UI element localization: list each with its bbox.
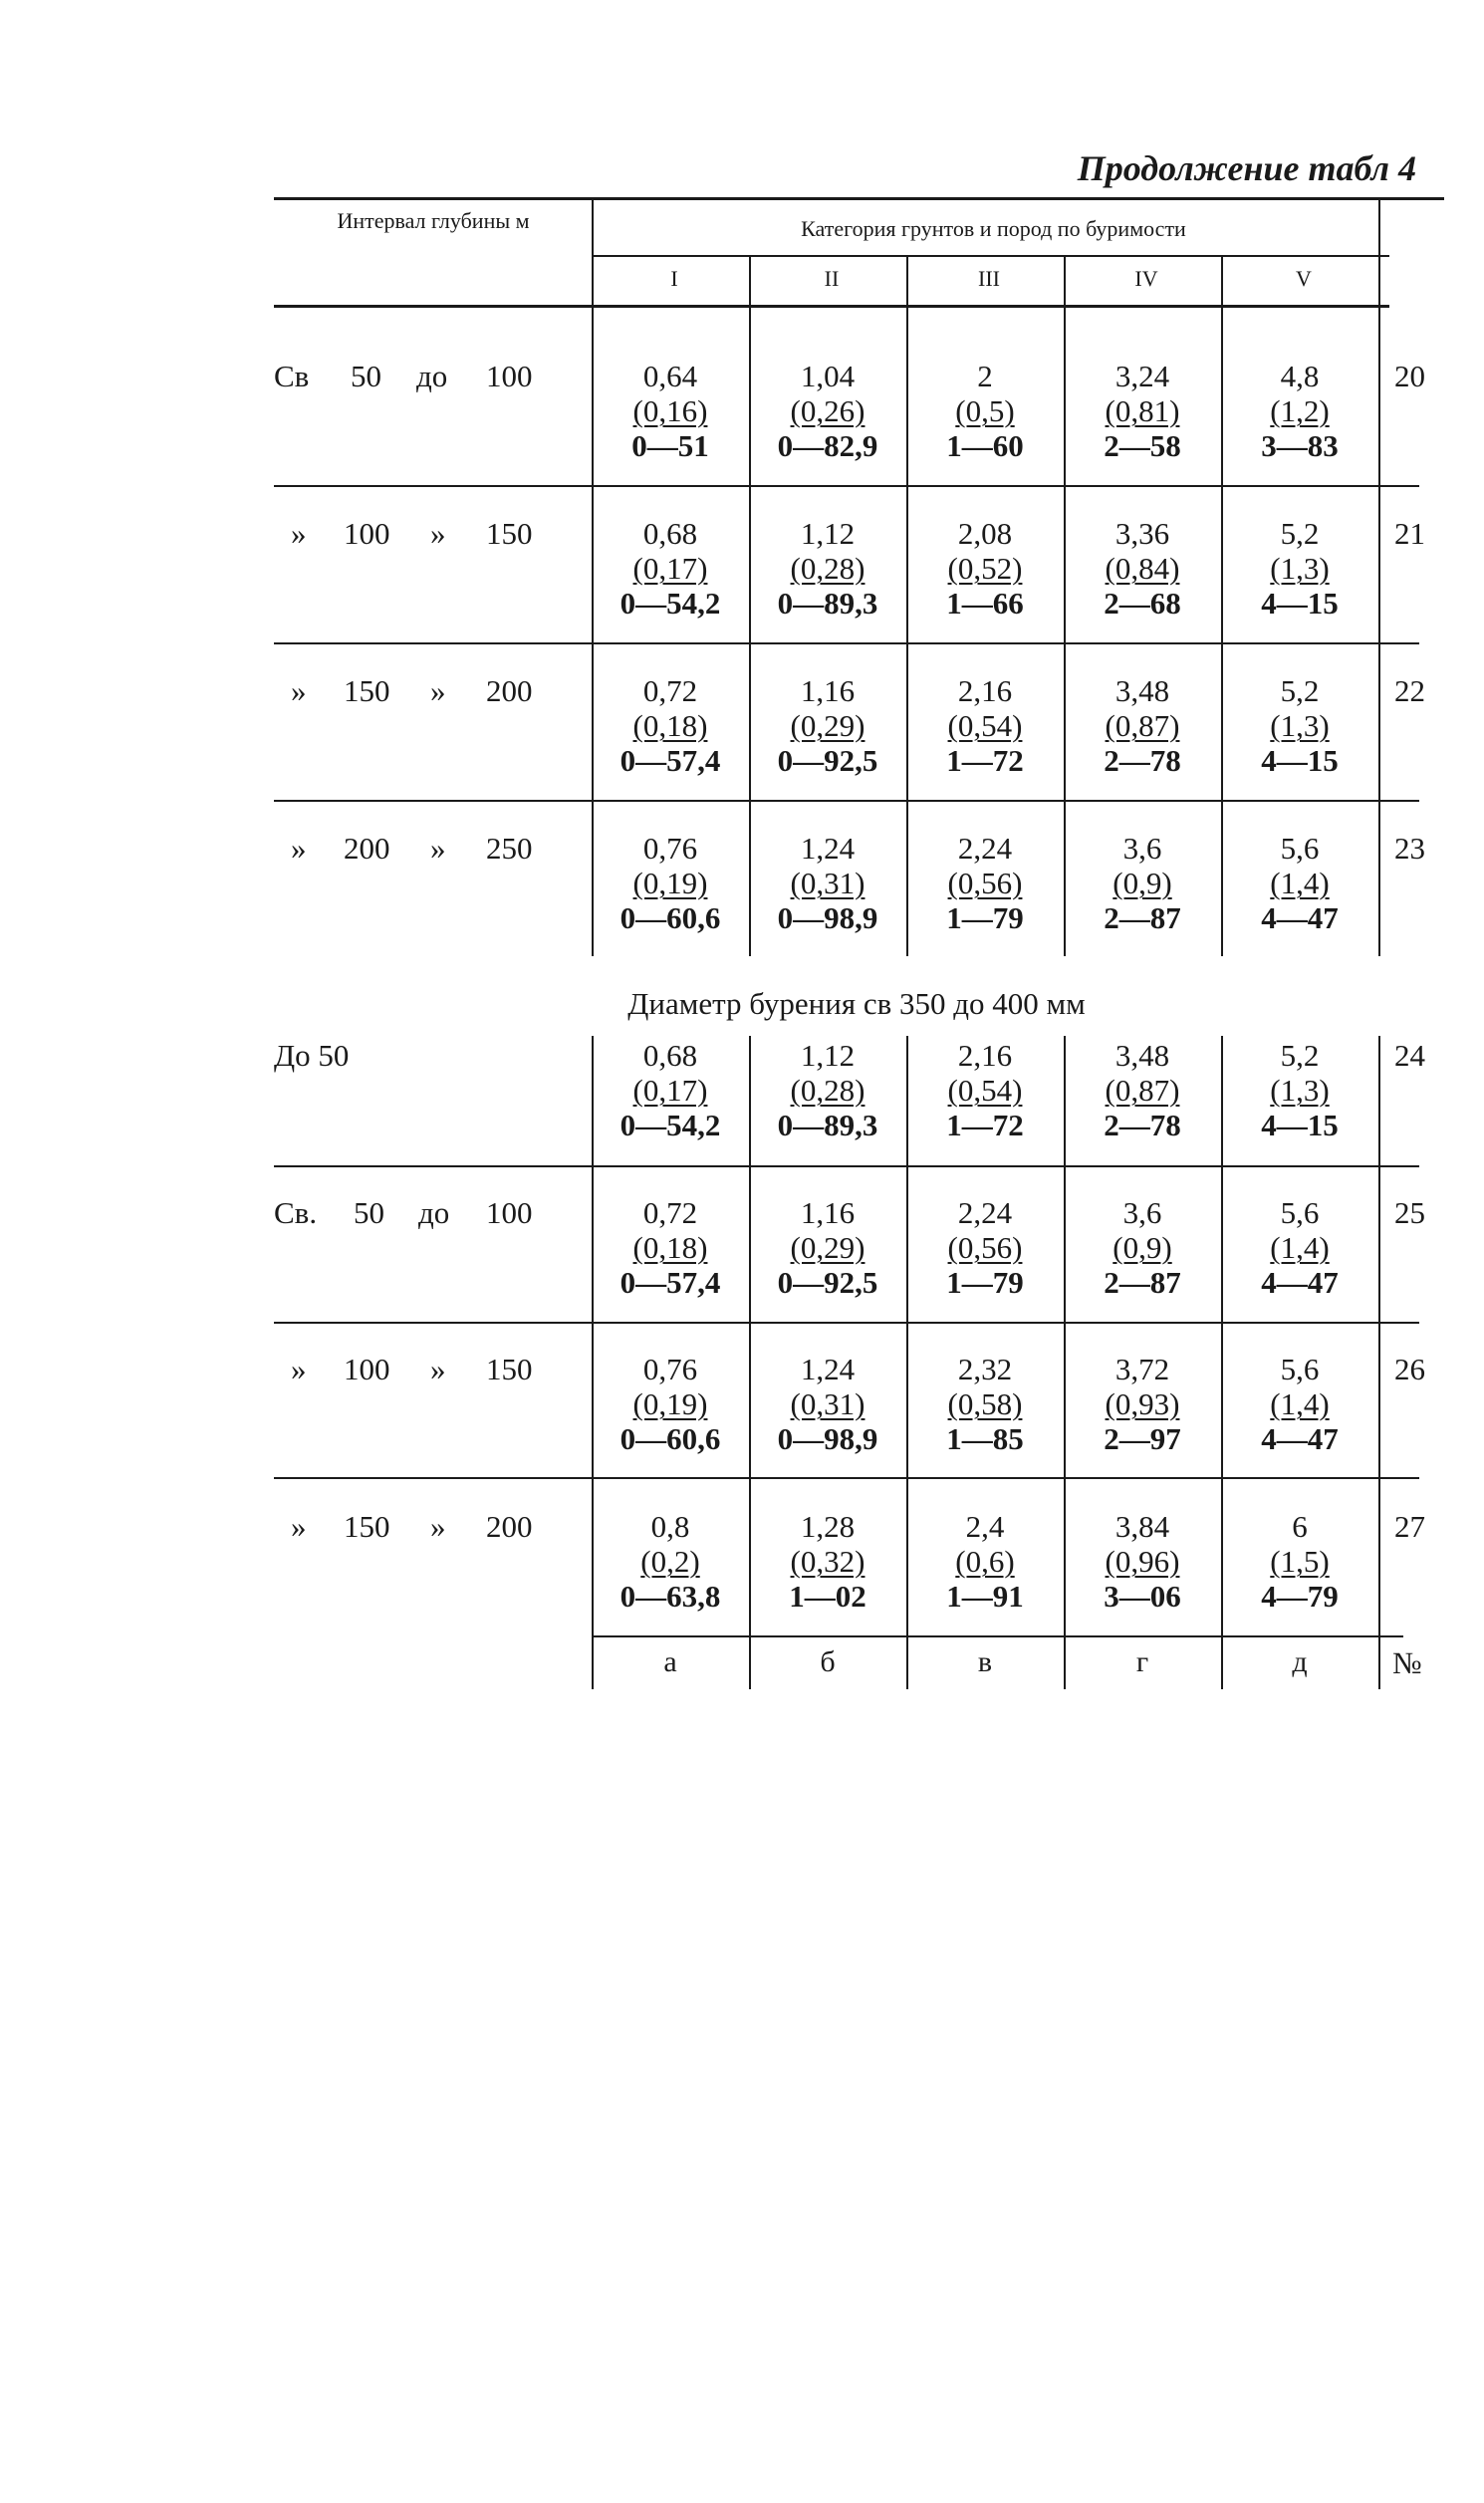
col-divider	[906, 255, 908, 956]
footer-letter: а	[663, 1645, 677, 1678]
row-number: 25	[1394, 1195, 1425, 1230]
table-cell: 5,6 (1,4) 4—47	[1261, 831, 1339, 935]
table-cell: 2,08 (0,52) 1—66	[946, 516, 1024, 621]
row-label-to: 100	[486, 1195, 533, 1230]
row-label-sv: »	[291, 831, 307, 866]
table-cell: 3,6 (0,9) 2—87	[1104, 1195, 1181, 1300]
row-number: 24	[1394, 1038, 1425, 1073]
table-cell: 5,6 (1,4) 4—47	[1261, 1352, 1339, 1456]
row-label-to: 150	[486, 1352, 533, 1386]
row-label-to-word: »	[430, 673, 446, 708]
row-rule	[274, 1477, 1419, 1479]
table-cell: 0,76 (0,19) 0—60,6	[619, 1352, 721, 1456]
row-label-to: 200	[486, 673, 533, 708]
footer-letter: б	[820, 1645, 836, 1678]
header-col-5: V	[1296, 266, 1312, 291]
row-label-sv: Св	[274, 359, 310, 393]
table-cell: 1,28 (0,32) 1—02	[789, 1509, 866, 1614]
table-cell: 1,12 (0,28) 0—89,3	[777, 516, 878, 621]
row-label-to-word: »	[430, 1352, 446, 1386]
footer-letter: д	[1292, 1645, 1308, 1678]
row-label-from: 100	[344, 516, 390, 551]
page-title: Продолжение табл 4	[1077, 148, 1416, 188]
table-cell: 3,48 (0,87) 2—78	[1104, 673, 1181, 778]
table-cell: 1,16 (0,29) 0—92,5	[777, 1195, 878, 1300]
row-label-sv: До 50	[274, 1038, 350, 1073]
table-cell: 0,68 (0,17) 0—54,2	[619, 516, 721, 621]
footer-letter: г	[1135, 1645, 1149, 1678]
col-divider	[1378, 1036, 1380, 1689]
col-divider	[1378, 197, 1380, 956]
header-col-2: II	[824, 266, 840, 291]
header-category: Категория грунтов и пород по буримости	[801, 216, 1186, 241]
row-number: 21	[1394, 516, 1425, 551]
row-label-to: 250	[486, 831, 533, 866]
table-cell: 2,24 (0,56) 1—79	[946, 1195, 1024, 1300]
table-cell: 3,6 (0,9) 2—87	[1104, 831, 1181, 935]
table-cell: 2,24 (0,56) 1—79	[946, 831, 1024, 935]
table-cell: 0,64 (0,16) 0—51	[631, 359, 709, 463]
table-cell: 1,24 (0,31) 0—98,9	[777, 1352, 878, 1456]
table-cell: 5,6 (1,4) 4—47	[1261, 1195, 1339, 1300]
col-divider	[749, 1036, 751, 1689]
footer-rule	[592, 1635, 1403, 1637]
row-label-sv: »	[291, 1509, 307, 1544]
row-label-to-word: до	[418, 1195, 450, 1230]
row-number: 22	[1394, 673, 1425, 708]
row-label-sv: »	[291, 673, 307, 708]
table-cell: 3,72 (0,93) 2—97	[1104, 1352, 1181, 1456]
header-col-3: III	[978, 266, 1000, 291]
row-label-from: 150	[344, 1509, 390, 1544]
row-label-to: 100	[486, 359, 533, 393]
table-cell: 1,24 (0,31) 0—98,9	[777, 831, 878, 935]
table-cell: 5,2 (1,3) 4—15	[1261, 516, 1339, 621]
col-divider	[1221, 255, 1223, 956]
row-rule	[274, 1165, 1419, 1167]
col-divider	[592, 197, 594, 956]
table-cell: 0,8 (0,2) 0—63,8	[619, 1509, 721, 1614]
table-cell: 5,2 (1,3) 4—15	[1261, 1038, 1339, 1142]
header-col-4: IV	[1134, 266, 1158, 291]
row-label-from: 50	[354, 1195, 384, 1230]
header-col-1: I	[670, 266, 678, 291]
table-cell: 5,2 (1,3) 4—15	[1261, 673, 1339, 778]
table-cell: 6 (1,5) 4—79	[1261, 1509, 1339, 1614]
row-label-from: 50	[351, 359, 381, 393]
table-cell: 2 (0,5) 1—60	[946, 359, 1024, 463]
col-divider	[1221, 1036, 1223, 1689]
row-label-from: 100	[344, 1352, 390, 1386]
table-cell: 3,36 (0,84) 2—68	[1104, 516, 1181, 621]
table-cell: 0,72 (0,18) 0—57,4	[619, 673, 721, 778]
footer-letter: в	[977, 1645, 993, 1678]
row-number: 23	[1394, 831, 1425, 866]
table-cell: 0,76 (0,19) 0—60,6	[619, 831, 721, 935]
row-label-from: 200	[344, 831, 390, 866]
table-cell: 1,16 (0,29) 0—92,5	[777, 673, 878, 778]
footer-number-sign: №	[1392, 1645, 1422, 1680]
table-top-rule	[274, 197, 1444, 200]
row-label-to-word: »	[430, 831, 446, 866]
table-cell: 3,24 (0,81) 2—58	[1104, 359, 1181, 463]
row-number: 27	[1394, 1509, 1425, 1544]
table-cell: 3,84 (0,96) 3—06	[1104, 1509, 1181, 1614]
table-cell: 0,68 (0,17) 0—54,2	[619, 1038, 721, 1142]
col-divider	[1064, 255, 1066, 956]
row-number: 26	[1394, 1352, 1425, 1386]
table-cell: 1,04 (0,26) 0—82,9	[777, 359, 878, 463]
section-title: Диаметр бурения св 350 до 400 мм	[627, 986, 1086, 1021]
table-cell: 2,32 (0,58) 1—85	[946, 1352, 1024, 1456]
col-divider	[1064, 1036, 1066, 1689]
table-cell: 2,16 (0,54) 1—72	[946, 673, 1024, 778]
row-rule	[274, 642, 1419, 644]
header-mid-rule	[593, 255, 1389, 257]
col-divider	[749, 255, 751, 956]
col-divider	[592, 1036, 594, 1689]
row-label-to-word: »	[430, 516, 446, 551]
table-cell: 3,48 (0,87) 2—78	[1104, 1038, 1181, 1142]
row-label-to: 200	[486, 1509, 533, 1544]
row-rule	[274, 485, 1419, 487]
row-rule	[274, 800, 1419, 802]
row-label-to-word: до	[416, 359, 448, 393]
table-cell: 0,72 (0,18) 0—57,4	[619, 1195, 721, 1300]
table-cell: 1,12 (0,28) 0—89,3	[777, 1038, 878, 1142]
row-label-sv: »	[291, 1352, 307, 1386]
table-cell: 2,16 (0,54) 1—72	[946, 1038, 1024, 1142]
table-cell: 2,4 (0,6) 1—91	[946, 1509, 1024, 1614]
table-cell: 4,8 (1,2) 3—83	[1261, 359, 1339, 463]
row-label-sv: »	[291, 516, 307, 551]
row-label-to: 150	[486, 516, 533, 551]
row-label-to-word: »	[430, 1509, 446, 1544]
header-interval: Интервал глубины м	[337, 208, 530, 233]
row-number: 20	[1394, 359, 1425, 393]
col-divider	[906, 1036, 908, 1689]
row-label-sv: Св.	[274, 1195, 318, 1230]
row-rule	[274, 1322, 1419, 1324]
row-label-from: 150	[344, 673, 390, 708]
